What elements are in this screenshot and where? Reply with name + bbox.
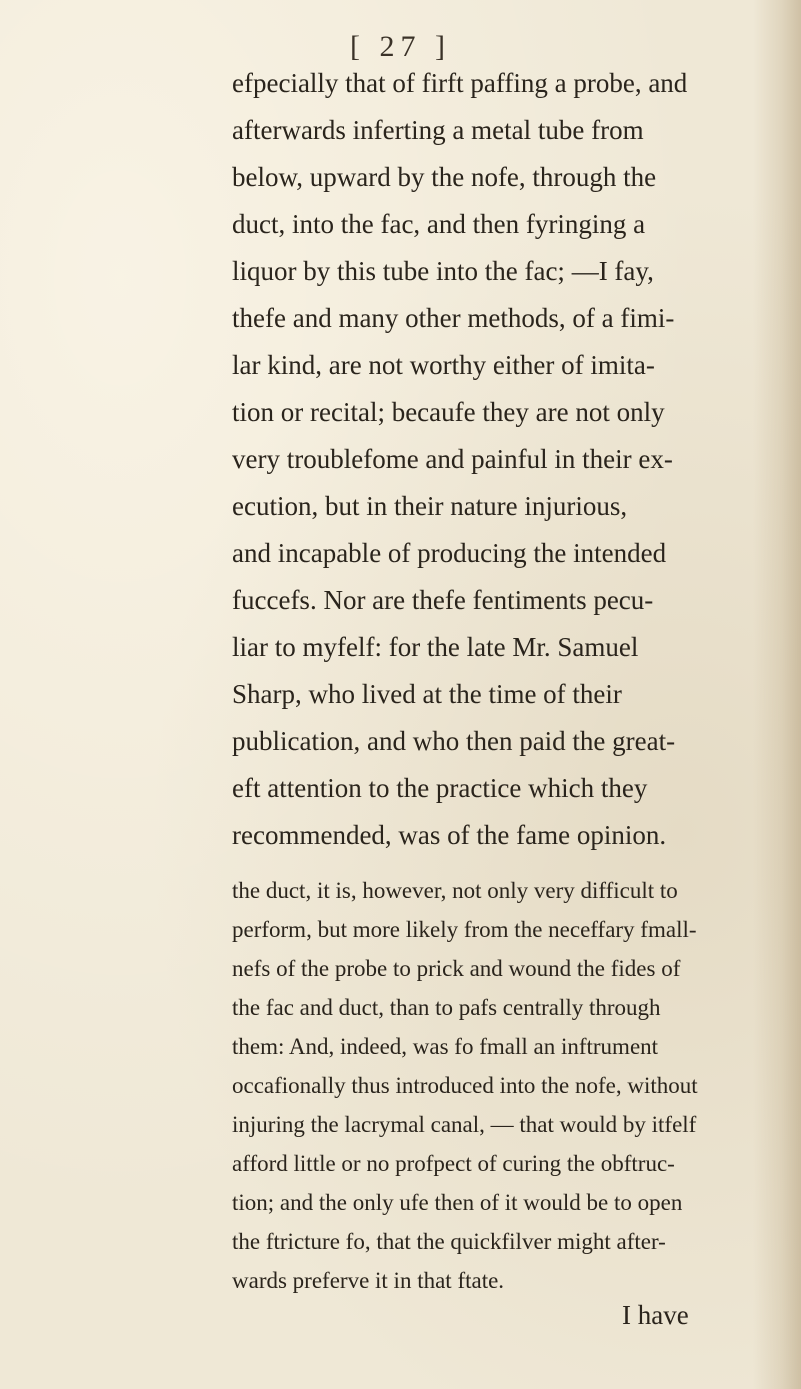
- text-line: publication, and who then paid the great-: [232, 726, 676, 756]
- text-line: tion; and the only ufe then of it would be to open: [232, 1190, 683, 1215]
- text-line: and incapable of producing the intended: [232, 538, 667, 568]
- text-line: wards preferve it in that ftate.: [232, 1268, 505, 1293]
- text-line: them: And, indeed, was fo fmall an inftrument: [232, 1034, 659, 1059]
- text-line: lar kind, are not worthy either of imita-: [232, 350, 655, 380]
- text-line: efpecially that of firft paffing a probe, and: [232, 68, 688, 98]
- text-line: occafionally thus introduced into the nofe, without: [232, 1073, 698, 1098]
- text-line: ecution, but in their nature injurious,: [232, 491, 628, 521]
- text-line: the fac and duct, than to pafs centrally through: [232, 995, 661, 1020]
- text-line: below, upward by the nofe, through the: [232, 162, 657, 192]
- text-line: afterwards inferting a metal tube from: [232, 115, 644, 145]
- catchword: I have: [622, 1300, 689, 1330]
- text-line: nefs of the probe to prick and wound the fides of: [232, 956, 681, 981]
- text-line: liquor by this tube into the fac; —I fay,: [232, 256, 654, 286]
- text-line: duct, into the fac, and then fyringing a: [232, 209, 646, 239]
- text-line: fuccefs. Nor are thefe fentiments pecu-: [232, 585, 654, 615]
- text-line: liar to myfelf: for the late Mr. Samuel: [232, 632, 639, 662]
- text-line: afford little or no profpect of curing the obftruc-: [232, 1151, 675, 1176]
- page-edge-shadow: [753, 0, 801, 1389]
- text-line: the duct, it is, however, not only very difficult to: [232, 878, 678, 903]
- text-line: tion or recital; becaufe they are not only: [232, 397, 665, 427]
- text-line: thefe and many other methods, of a fimi-: [232, 303, 675, 333]
- text-line: injuring the lacrymal canal, — that would by itfelf: [232, 1112, 697, 1137]
- text-line: recommended, was of the fame opinion.: [232, 820, 667, 850]
- text-line: the ftricture fo, that the quickfilver might after-: [232, 1229, 666, 1254]
- text-line: very troublefome and painful in their ex-: [232, 444, 673, 474]
- text-line: perform, but more likely from the neceffary fmall-: [232, 917, 697, 942]
- page-number: [ 27 ]: [350, 30, 451, 63]
- text-line: eft attention to the practice which they: [232, 773, 648, 803]
- text-line: Sharp, who lived at the time of their: [232, 679, 622, 709]
